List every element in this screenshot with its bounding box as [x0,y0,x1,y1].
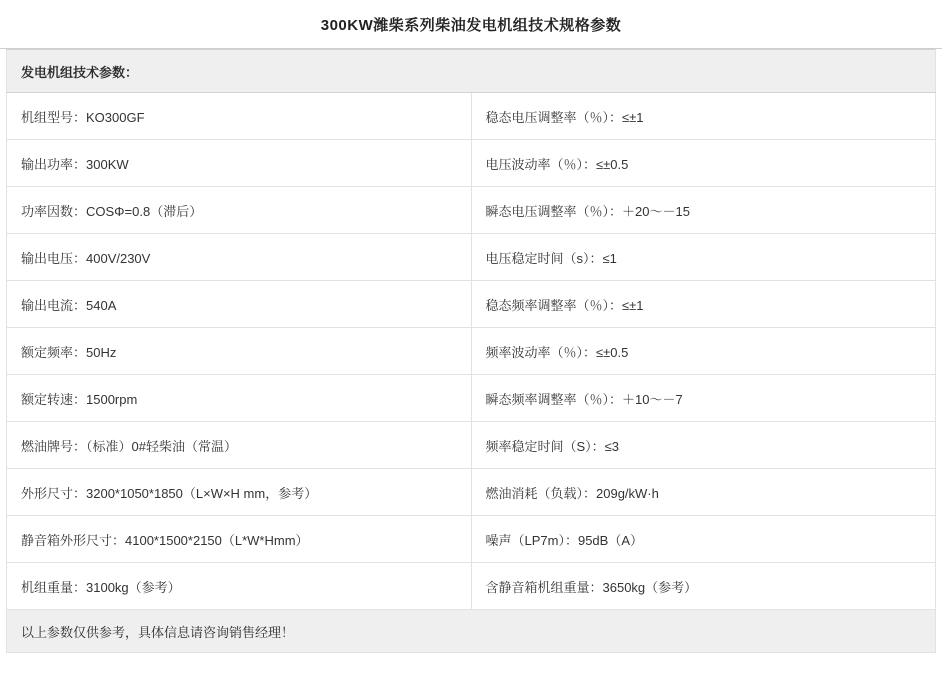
spec-cell-left: 额定转速：1500rpm [7,375,472,422]
section-header-cell: 发电机组技术参数： [7,50,936,93]
page-title-bar [0,0,942,49]
spec-cell-left: 外形尺寸：3200*1050*1850（L×W×H mm，参考） [7,469,472,516]
table-row [7,140,936,187]
spec-cell-left: 额定频率：50Hz [7,328,472,375]
spec-cell-right: 噪声（LP7m）：95dB（A） [471,516,936,563]
spec-cell-left: 输出电流：540A [7,281,472,328]
spec-cell-left: 输出电压：400V/230V [7,234,472,281]
spec-cell-right: 频率波动率（％）：≤±0.5 [471,328,936,375]
footnote-cell: 以上参数仅供参考，具体信息请咨询销售经理！ [7,610,936,653]
table-row [7,328,936,375]
table-row [7,563,936,610]
table-row [7,469,936,516]
spec-cell-right: 电压稳定时间（s）：≤1 [471,234,936,281]
spec-cell-left: 机组重量：3100kg（参考） [7,563,472,610]
spec-cell-left: 机组型号：KO300GF [7,93,472,140]
section-header-row [7,50,936,93]
spec-cell-left: 功率因数：COSΦ=0.8（滞后） [7,187,472,234]
spec-cell-right: 电压波动率（％）：≤±0.5 [471,140,936,187]
spec-cell-right: 稳态电压调整率（％）：≤±1 [471,93,936,140]
spec-cell-right: 燃油消耗（负载）：209g/kW·h [471,469,936,516]
spec-cell-right: 稳态频率调整率（％）：≤±1 [471,281,936,328]
spec-cell-right: 瞬态电压调整率（％）：＋20～－15 [471,187,936,234]
spec-cell-left: 输出功率：300KW [7,140,472,187]
footnote-row [7,610,936,653]
table-row [7,281,936,328]
table-row [7,375,936,422]
specifications-table-body [7,50,936,653]
table-row [7,234,936,281]
page-title: 300KW潍柴系列柴油发电机组技术规格参数 [320,16,622,34]
table-row [7,422,936,469]
specifications-table [6,49,936,653]
spec-cell-right: 瞬态频率调整率（％）：＋10～－7 [471,375,936,422]
spec-cell-right: 含静音箱机组重量：3650kg（参考） [471,563,936,610]
spec-cell-left: 燃油牌号：（标准）0#轻柴油（常温） [7,422,472,469]
spec-cell-left: 静音箱外形尺寸：4100*1500*2150（L*W*Hmm） [7,516,472,563]
table-row [7,187,936,234]
table-row [7,516,936,563]
table-row [7,93,936,140]
spec-cell-right: 频率稳定时间（S）：≤3 [471,422,936,469]
